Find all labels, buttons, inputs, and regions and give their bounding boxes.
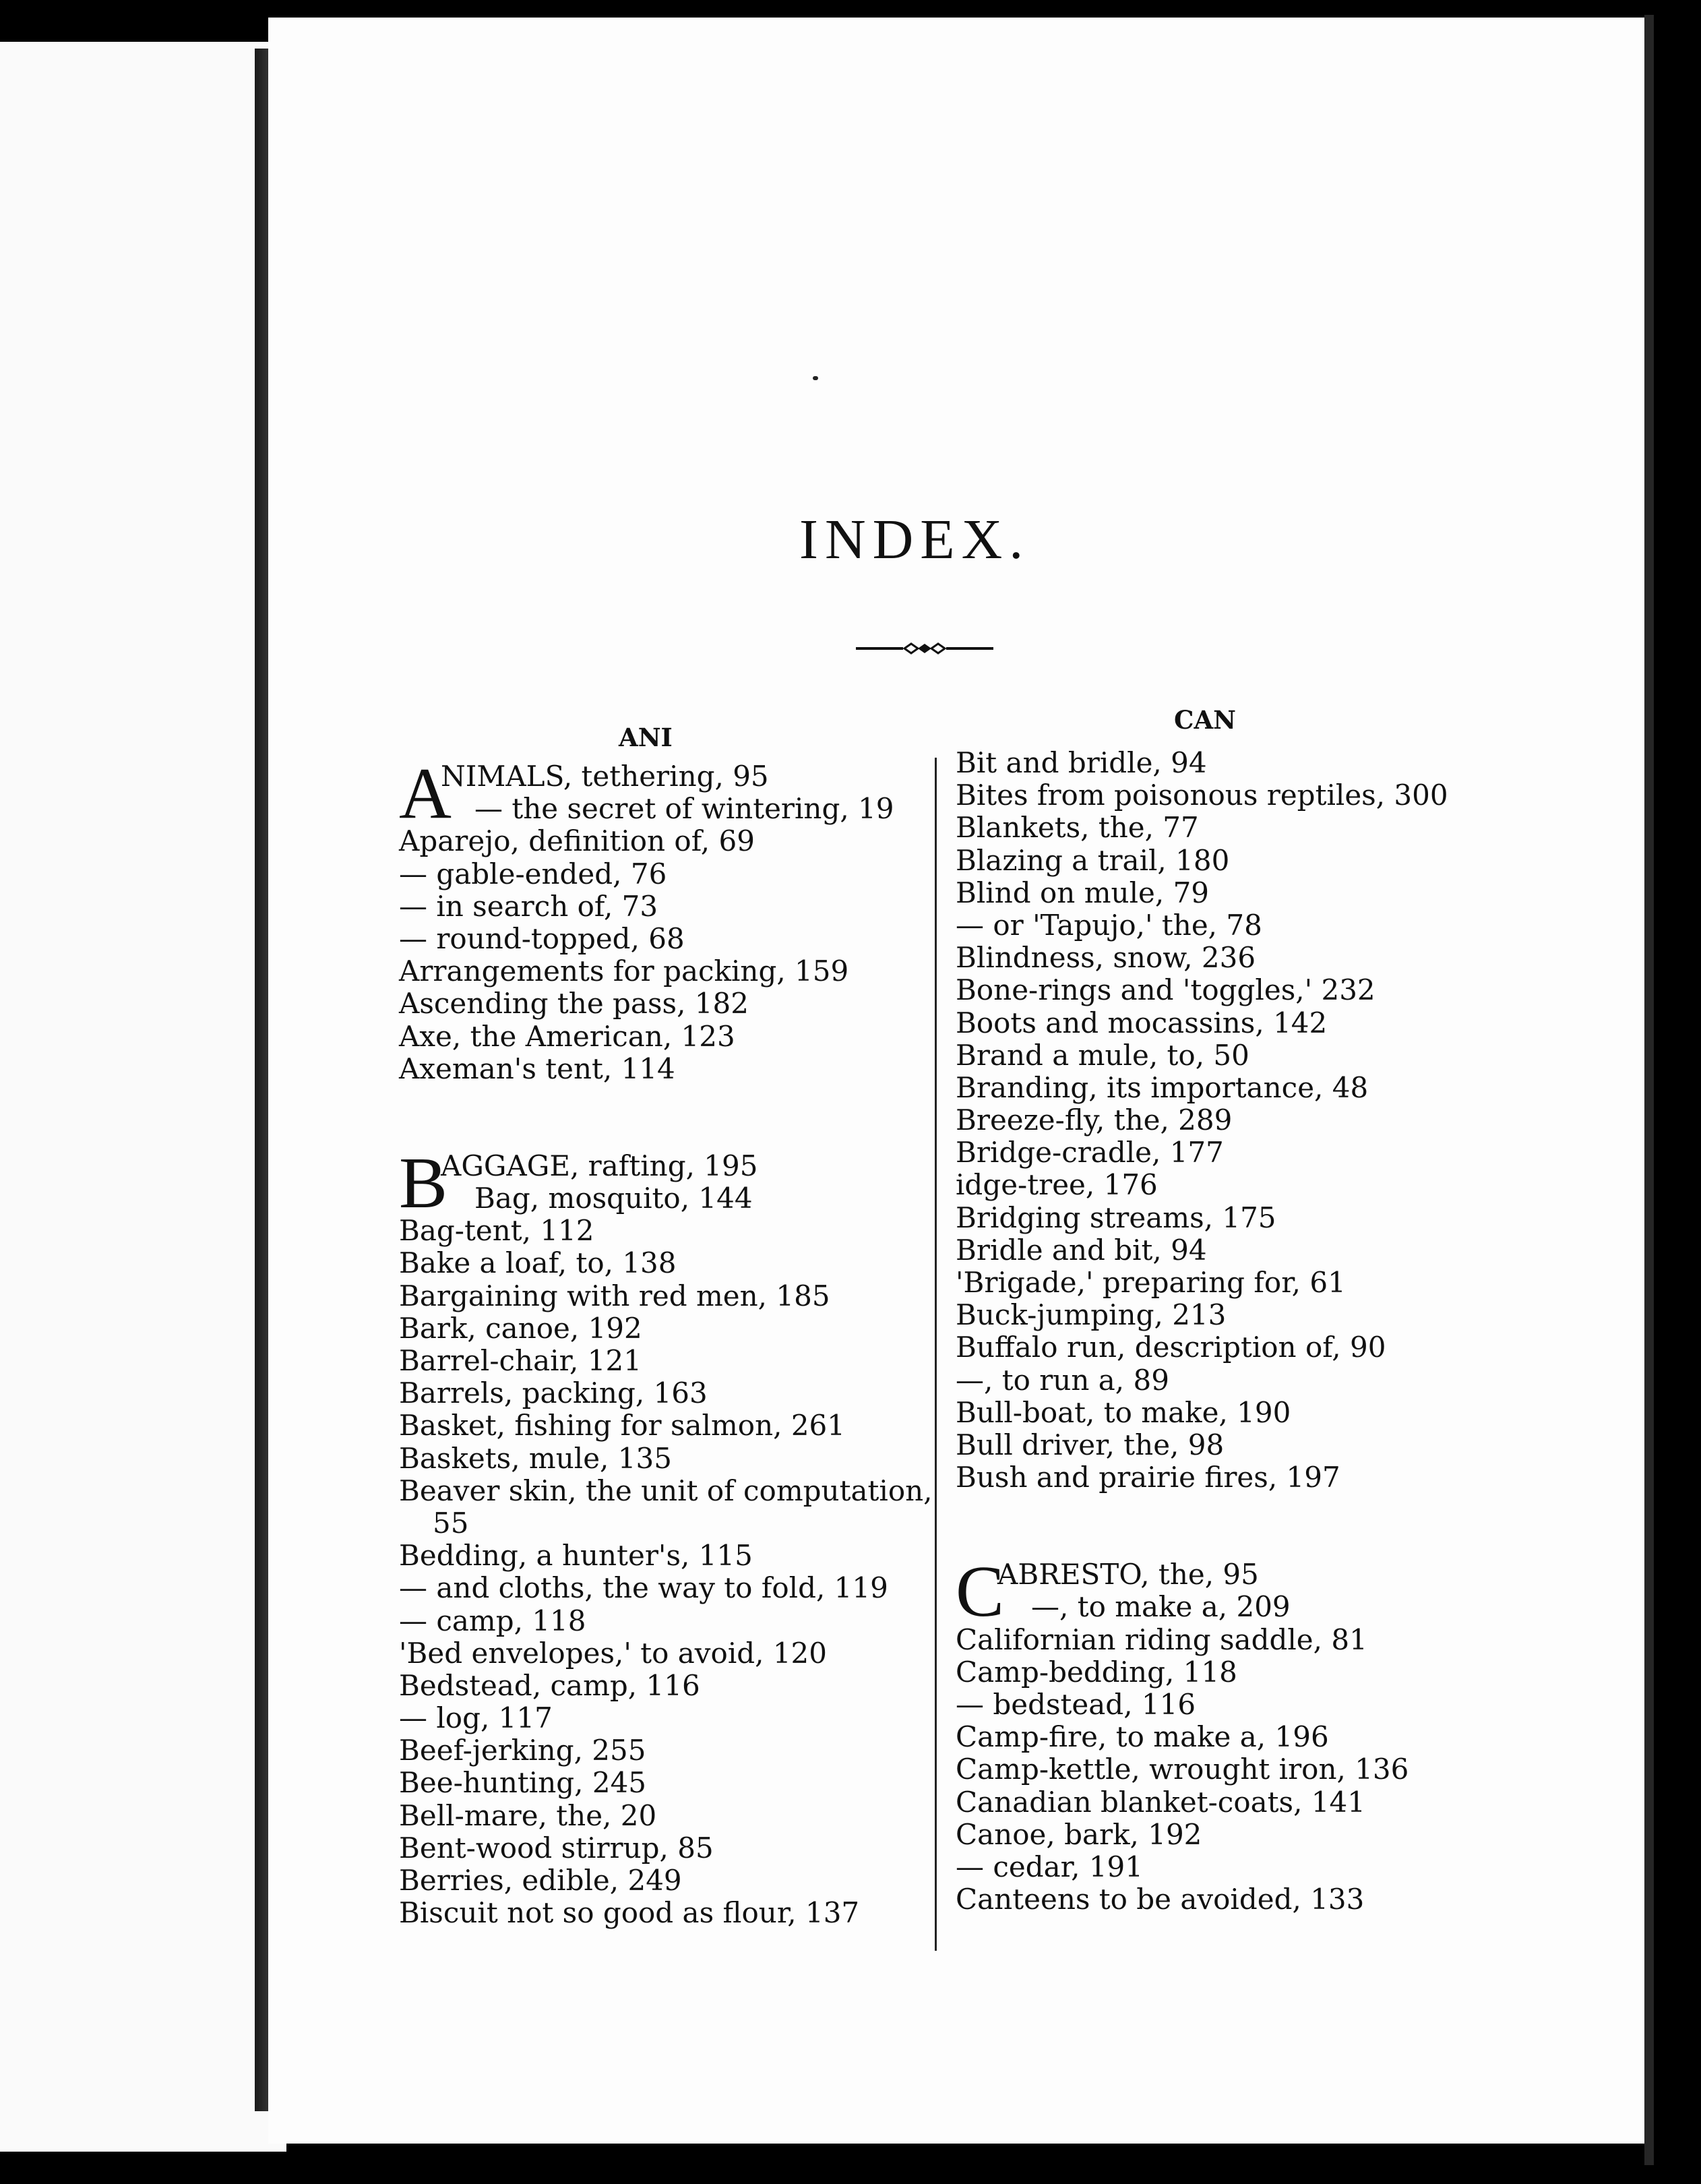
index-entry: Bedding, a hunter's, 115: [399, 1539, 753, 1573]
index-entry: Basket, fishing for salmon, 261: [399, 1409, 845, 1443]
index-entry: Canoe, bark, 192: [956, 1817, 1202, 1851]
index-entry: Ascending the pass, 182: [399, 987, 749, 1021]
index-entry: Buck-jumping, 213: [956, 1298, 1227, 1332]
index-entry: Aparejo, definition of, 69: [399, 824, 755, 858]
section-c-entries: [956, 1624, 1448, 1916]
drop-cap-a: A: [399, 754, 452, 834]
section-b-heading: [399, 1143, 933, 1223]
index-entry: Bush and prairie fires, 197: [956, 1461, 1340, 1494]
index-entry: Bee-hunting, 245: [399, 1766, 647, 1800]
index-entry: Bark, canoe, 192: [399, 1311, 642, 1345]
index-entry: Canadian blanket-coats, 141: [956, 1785, 1365, 1819]
section-a-heading: [399, 754, 933, 834]
page-edge: [1644, 15, 1654, 2165]
index-entry: Bridging streams, 175: [956, 1201, 1276, 1234]
left-index-column: [399, 754, 933, 1930]
index-entry: Biscuit not so good as flour, 137: [399, 1896, 860, 1930]
section-c-heading: [956, 1552, 1448, 1633]
index-entry: Bit and bridle, 94: [956, 746, 1207, 779]
index-entry: — round-topped, 68: [399, 921, 685, 955]
index-entry: 'Bed envelopes,' to avoid, 120: [399, 1636, 828, 1670]
index-entry: Branding, its importance, 48: [956, 1070, 1369, 1104]
index-entry: — the secret of wintering, 19: [474, 792, 894, 825]
index-entry: Bent-wood stirrup, 85: [399, 1831, 714, 1864]
index-entry: ABRESTO, the, 95: [997, 1558, 1259, 1591]
index-entry: Camp-bedding, 118: [956, 1655, 1237, 1689]
section-b-continued-entries: [956, 747, 1448, 1494]
drop-cap-c: C: [956, 1552, 1005, 1633]
index-entry: Barrels, packing, 163: [399, 1376, 708, 1410]
page-title: INDEX.: [799, 508, 1030, 571]
index-entry: — or 'Tapujo,' the, 78: [956, 908, 1262, 942]
index-entry: Bake a loaf, to, 138: [399, 1246, 677, 1280]
section-a-entries: [399, 825, 933, 1085]
index-entry: Bargaining with red men, 185: [399, 1279, 830, 1312]
index-entry: — log, 117: [399, 1701, 553, 1735]
index-entry: Brand a mule, to, 50: [956, 1038, 1249, 1072]
index-entry: Blankets, the, 77: [956, 811, 1199, 845]
index-entry: Bull driver, the, 98: [956, 1428, 1225, 1461]
section-gap: [399, 1085, 933, 1150]
index-entry: — bedstead, 116: [956, 1688, 1196, 1722]
index-entry: Arrangements for packing, 159: [399, 954, 849, 988]
right-column-header: CAN: [1174, 705, 1236, 735]
title-ornament: [856, 640, 993, 657]
right-index-column: [956, 747, 1448, 1916]
index-entry: —, to make a, 209: [1031, 1590, 1291, 1624]
left-column-header: ANI: [619, 723, 673, 752]
index-entry: Bridge-cradle, 177: [956, 1136, 1224, 1170]
index-entry: Barrel-chair, 121: [399, 1344, 642, 1378]
index-entry: Baskets, mule, 135: [399, 1441, 672, 1475]
index-entry: idge-tree, 176: [956, 1168, 1158, 1202]
index-entry: Bedstead, camp, 116: [399, 1668, 700, 1702]
index-entry: — camp, 118: [399, 1604, 586, 1637]
index-entry: Camp-fire, to make a, 196: [956, 1720, 1329, 1754]
index-entry: Bell-mare, the, 20: [399, 1798, 657, 1832]
section-b-entries: [399, 1215, 933, 1929]
index-entry: — gable-ended, 76: [399, 857, 667, 890]
column-divider: [935, 758, 937, 1951]
index-entry: Beaver skin, the unit of computation,: [399, 1474, 933, 1507]
index-entry: Axe, the American, 123: [399, 1019, 735, 1053]
index-entry: Blazing a trail, 180: [956, 843, 1230, 877]
index-entry: —, to run a, 89: [956, 1363, 1169, 1397]
index-entry: — in search of, 73: [399, 889, 658, 923]
index-entry: Camp-kettle, wrought iron, 136: [956, 1753, 1409, 1786]
index-entry: Axeman's tent, 114: [399, 1052, 675, 1085]
index-entry: Breeze-fly, the, 289: [956, 1103, 1233, 1137]
index-entry: AGGAGE, rafting, 195: [441, 1149, 758, 1182]
index-entry: Bites from poisonous reptiles, 300: [956, 779, 1448, 812]
facing-page: [0, 42, 286, 2152]
index-entry: Blind on mule, 79: [956, 876, 1210, 909]
index-entry: Bull-boat, to make, 190: [956, 1395, 1291, 1429]
index-entry: Buffalo run, description of, 90: [956, 1331, 1386, 1364]
index-entry: Canteens to be avoided, 133: [956, 1883, 1365, 1916]
index-entry: Bone-rings and 'toggles,' 232: [956, 973, 1375, 1007]
section-gap: [956, 1494, 1448, 1558]
index-entry: Bag-tent, 112: [399, 1214, 594, 1248]
index-entry: Bag, mosquito, 144: [474, 1181, 753, 1215]
index-entry: Boots and mocassins, 142: [956, 1006, 1328, 1039]
index-entry: 'Brigade,' preparing for, 61: [956, 1266, 1346, 1299]
ink-speck: [813, 376, 818, 380]
index-entry: Beef-jerking, 255: [399, 1734, 646, 1767]
index-entry: Berries, edible, 249: [399, 1864, 682, 1898]
index-entry: Bridle and bit, 94: [956, 1233, 1207, 1267]
index-entry: NIMALS, tethering, 95: [441, 760, 769, 793]
index-entry: 55: [433, 1506, 469, 1540]
index-entry: Blindness, snow, 236: [956, 941, 1256, 975]
index-entry: — cedar, 191: [956, 1850, 1143, 1884]
index-entry: — and cloths, the way to fold, 119: [399, 1571, 888, 1605]
drop-cap-b: B: [399, 1143, 448, 1223]
index-entry: Californian riding saddle, 81: [956, 1622, 1367, 1656]
